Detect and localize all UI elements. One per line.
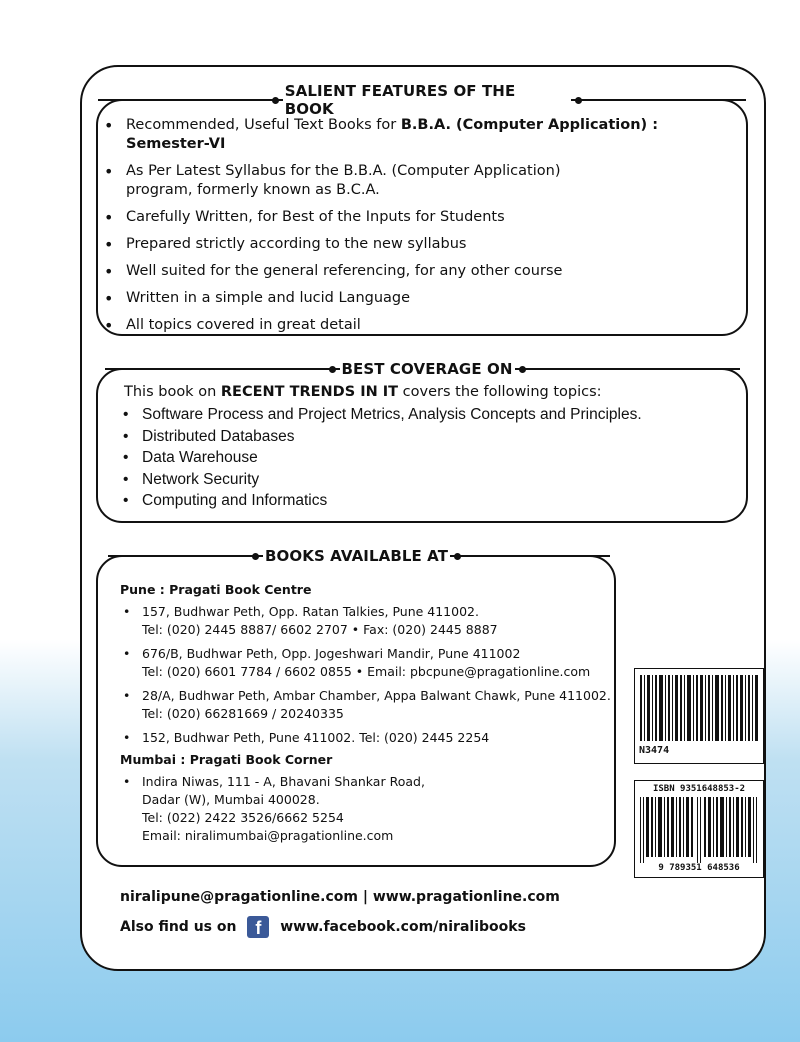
feature-item: • Written in a simple and lucid Language: [102, 289, 732, 308]
barcode-1-code: N3474: [639, 745, 670, 756]
pune-heading: Pune : Pragati Book Centre: [120, 582, 312, 597]
address-item: • 676/B, Budhwar Peth, Opp. Jogeshwari Mandir, Pune 411002 Tel: (020) 6601 7784 / 6602 0855 • Email: pbcpune@pragationline.com: [120, 645, 615, 681]
topic-item: • Distributed Databases: [120, 426, 740, 448]
address-item: • 152, Budhwar Peth, Pune 411002. Tel: (020) 2445 2254: [120, 729, 615, 747]
footer-social: [120, 916, 526, 938]
features-title: SALIENT FEATURES OF THE BOOK: [283, 82, 571, 118]
topic-item: • Computing and Informatics: [120, 490, 740, 512]
coverage-box: [96, 360, 748, 523]
address-item: • 28/A, Budhwar Peth, Ambar Chamber, Appa Balwant Chawk, Pune 411002. Tel: (020) 66281669 / 20240335: [120, 687, 615, 723]
topic-item: • Data Warehouse: [120, 447, 740, 469]
find-us-label: Also find us on: [120, 919, 237, 935]
mumbai-heading: Mumbai : Pragati Book Corner: [120, 752, 333, 767]
feature-item: • All topics covered in great detail: [102, 316, 732, 335]
feature-item: • Prepared strictly according to the new syllabus: [102, 235, 732, 254]
barcode-1: [634, 668, 764, 764]
isbn-barcode: [634, 780, 764, 878]
facebook-icon: f: [247, 916, 269, 938]
isbn-label: ISBN 9351648853-2: [652, 784, 746, 794]
facebook-link[interactable]: www.facebook.com/niralibooks: [280, 919, 526, 935]
feature-item: • Carefully Written, for Best of the Inputs for Students: [102, 208, 732, 227]
footer-contact: niralipune@pragationline.com | www.pragationline.com: [120, 889, 560, 905]
availability-content: [120, 581, 615, 851]
feature-item: • Recommended, Useful Text Books for B.B.A. (Computer Application) : Semester-VI: [102, 116, 732, 154]
isbn-bars-icon: [640, 797, 758, 863]
coverage-title-bar: [98, 357, 746, 381]
barcode-bars-icon: [640, 675, 758, 741]
isbn-digits: 9 789351 648536: [658, 863, 740, 873]
availability-title-bar: [108, 544, 614, 568]
features-title-bar: [98, 82, 746, 118]
availability-title: BOOKS AVAILABLE AT: [265, 547, 449, 565]
coverage-topics: [120, 404, 740, 512]
coverage-title: BEST COVERAGE ON: [341, 360, 513, 378]
availability-box: [96, 547, 616, 867]
feature-item: • Well suited for the general referencing, for any other course: [102, 262, 732, 281]
features-list: [102, 116, 732, 343]
topic-item: • Network Security: [120, 469, 740, 491]
coverage-intro: This book on RECENT TRENDS IN IT covers the following topics:: [124, 384, 602, 400]
address-item: • Indira Niwas, 111 - A, Bhavani Shankar Road, Dadar (W), Mumbai 400028. Tel: (022) 2422 3526/6662 5254 Email: niralimumbai@pragationline.com: [120, 773, 615, 845]
topic-item: • Software Process and Project Metrics, Analysis Concepts and Principles.: [120, 404, 740, 426]
address-item: • 157, Budhwar Peth, Opp. Ratan Talkies, Pune 411002. Tel: (020) 2445 8887/ 6602 2707 • Fax: (020) 2445 8887: [120, 603, 615, 639]
features-box: [96, 82, 748, 336]
feature-item: • As Per Latest Syllabus for the B.B.A. (Computer Application) program, formerly known as B.C.A.: [102, 162, 596, 200]
